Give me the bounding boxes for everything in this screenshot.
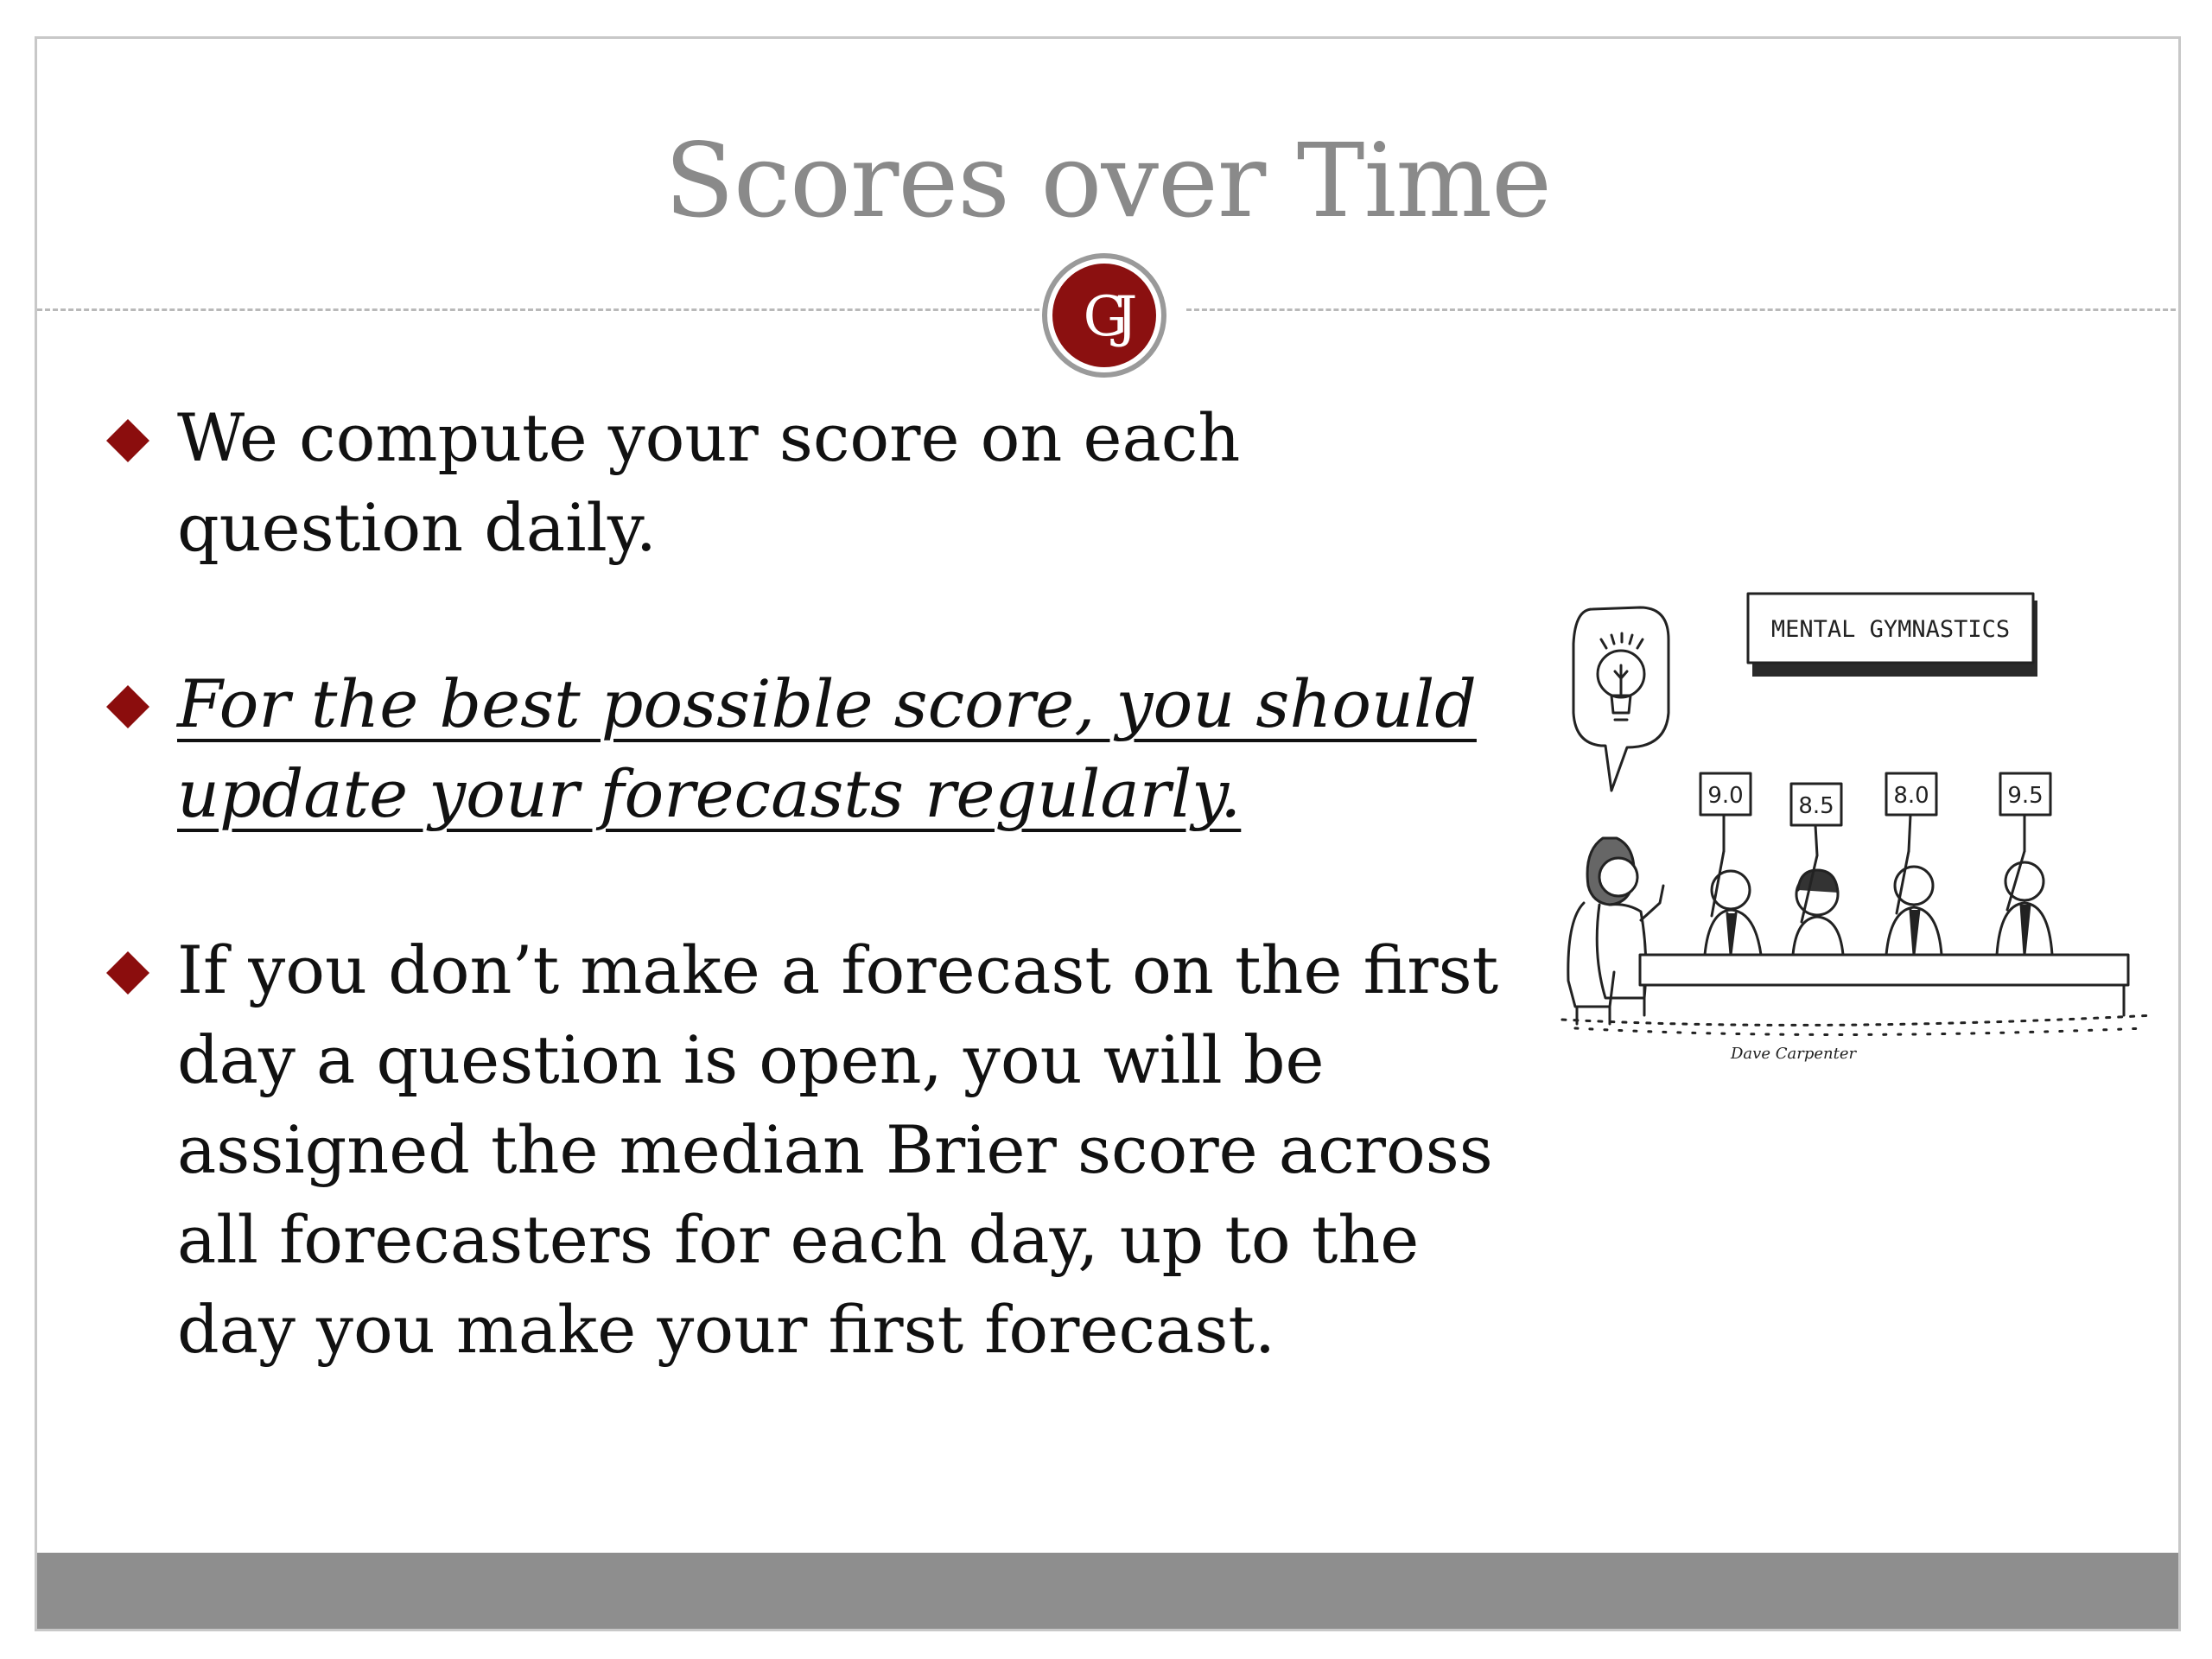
bullet-item xyxy=(99,393,1516,573)
bullet-item xyxy=(99,659,1516,839)
diamond-bullet-icon xyxy=(106,951,149,995)
bullet-item xyxy=(99,925,1516,1375)
header-divider-right xyxy=(1186,308,2181,311)
diamond-bullet-icon xyxy=(106,685,149,728)
bullet-text-emphasized: For the best possible score, you should update your forecasts regularly. xyxy=(177,665,1477,832)
slide xyxy=(35,36,2181,1631)
bullet-text: We compute your score on each question daily. xyxy=(177,399,1241,566)
score-card-text: 8.0 xyxy=(1893,783,1929,809)
cartoon-signature: Dave Carpenter xyxy=(1731,1045,1857,1063)
logo-letters: GJ xyxy=(1083,285,1126,349)
bullet-list xyxy=(99,393,1516,1375)
diamond-bullet-icon xyxy=(106,419,149,462)
header-divider-left xyxy=(37,308,1039,311)
score-card-text: 8.5 xyxy=(1798,793,1834,819)
slide-title: Scores over Time xyxy=(664,121,1551,240)
score-card-text: 9.5 xyxy=(2007,783,2044,809)
bullet-text: If you don’t make a forecast on the first day a question is open, you will be assigned the median Brier score across all forecasters for each day, up to the day you make your first forecast. xyxy=(177,931,1499,1368)
score-card-text: 9.0 xyxy=(1707,783,1744,809)
cartoon-sign-text: MENTAL GYMNASTICS xyxy=(1770,616,2011,643)
gj-logo-icon xyxy=(1039,251,1169,380)
footer-bar xyxy=(37,1553,2178,1629)
cartoon-illustration xyxy=(1558,592,2180,1102)
